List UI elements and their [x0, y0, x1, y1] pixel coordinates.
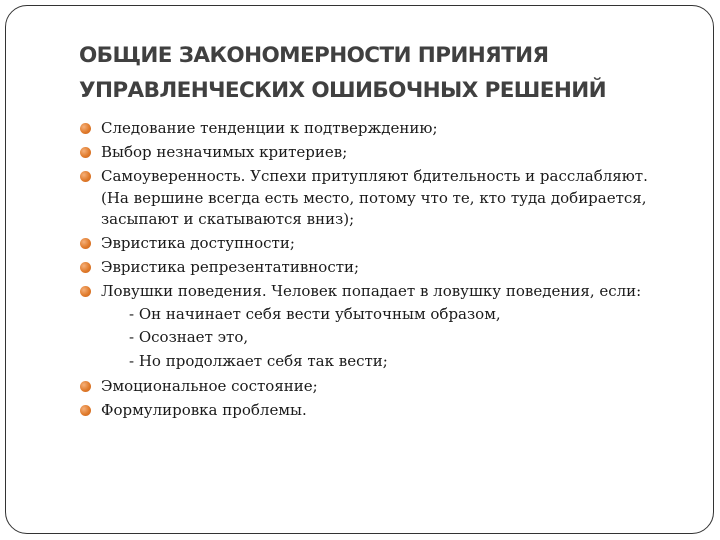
list-item [79, 166, 679, 231]
sub-list-item: - Осознает это, [129, 328, 249, 346]
bullet-icon [80, 238, 91, 249]
bullet-icon [80, 171, 91, 182]
bullet-list [79, 118, 679, 424]
list-item [79, 281, 679, 373]
bullet-icon [80, 286, 91, 297]
sub-list-item: - Он начинает себя вести убыточным образом, [129, 304, 501, 323]
list-item-text: Выбор незначимых критериев; [101, 143, 348, 161]
sub-list-item: - Но продолжает себя так вести; [129, 351, 388, 370]
sub-list [101, 303, 679, 374]
list-item-text: Следование тенденции к подтверждению; [101, 119, 438, 137]
list-item-text: Эвристика доступности; [101, 234, 295, 252]
bullet-icon [80, 381, 91, 392]
list-item-text: Самоуверенность. Успехи притупляют бдительность и расслабляют. (На вершине всегда есть место, потому что те, кто туда добирается, засыпают и скатываются вниз); [101, 167, 648, 228]
list-item [79, 142, 679, 164]
slide-title [79, 38, 659, 108]
bullet-icon [80, 147, 91, 158]
list-item-text: Эмоциональное состояние; [101, 376, 318, 395]
list-item [79, 376, 679, 398]
list-item-text: Формулировка проблемы. [101, 400, 307, 419]
bullet-icon [80, 405, 91, 416]
list-item [79, 233, 679, 255]
slide-title-line-1: ОБЩИЕ ЗАКОНОМЕРНОСТИ ПРИНЯТИЯ [79, 43, 549, 68]
bullet-icon [80, 123, 91, 134]
list-item-text: Эвристика репрезентативности; [101, 258, 360, 276]
slide-title-line-2: УПРАВЛЕНЧЕСКИХ ОШИБОЧНЫХ РЕШЕНИЙ [79, 78, 607, 103]
bullet-icon [80, 262, 91, 273]
list-item [79, 400, 679, 422]
list-item [79, 257, 679, 279]
list-item [79, 118, 679, 140]
list-item-text: Ловушки поведения. Человек попадает в ловушку поведения, если: [101, 282, 642, 300]
